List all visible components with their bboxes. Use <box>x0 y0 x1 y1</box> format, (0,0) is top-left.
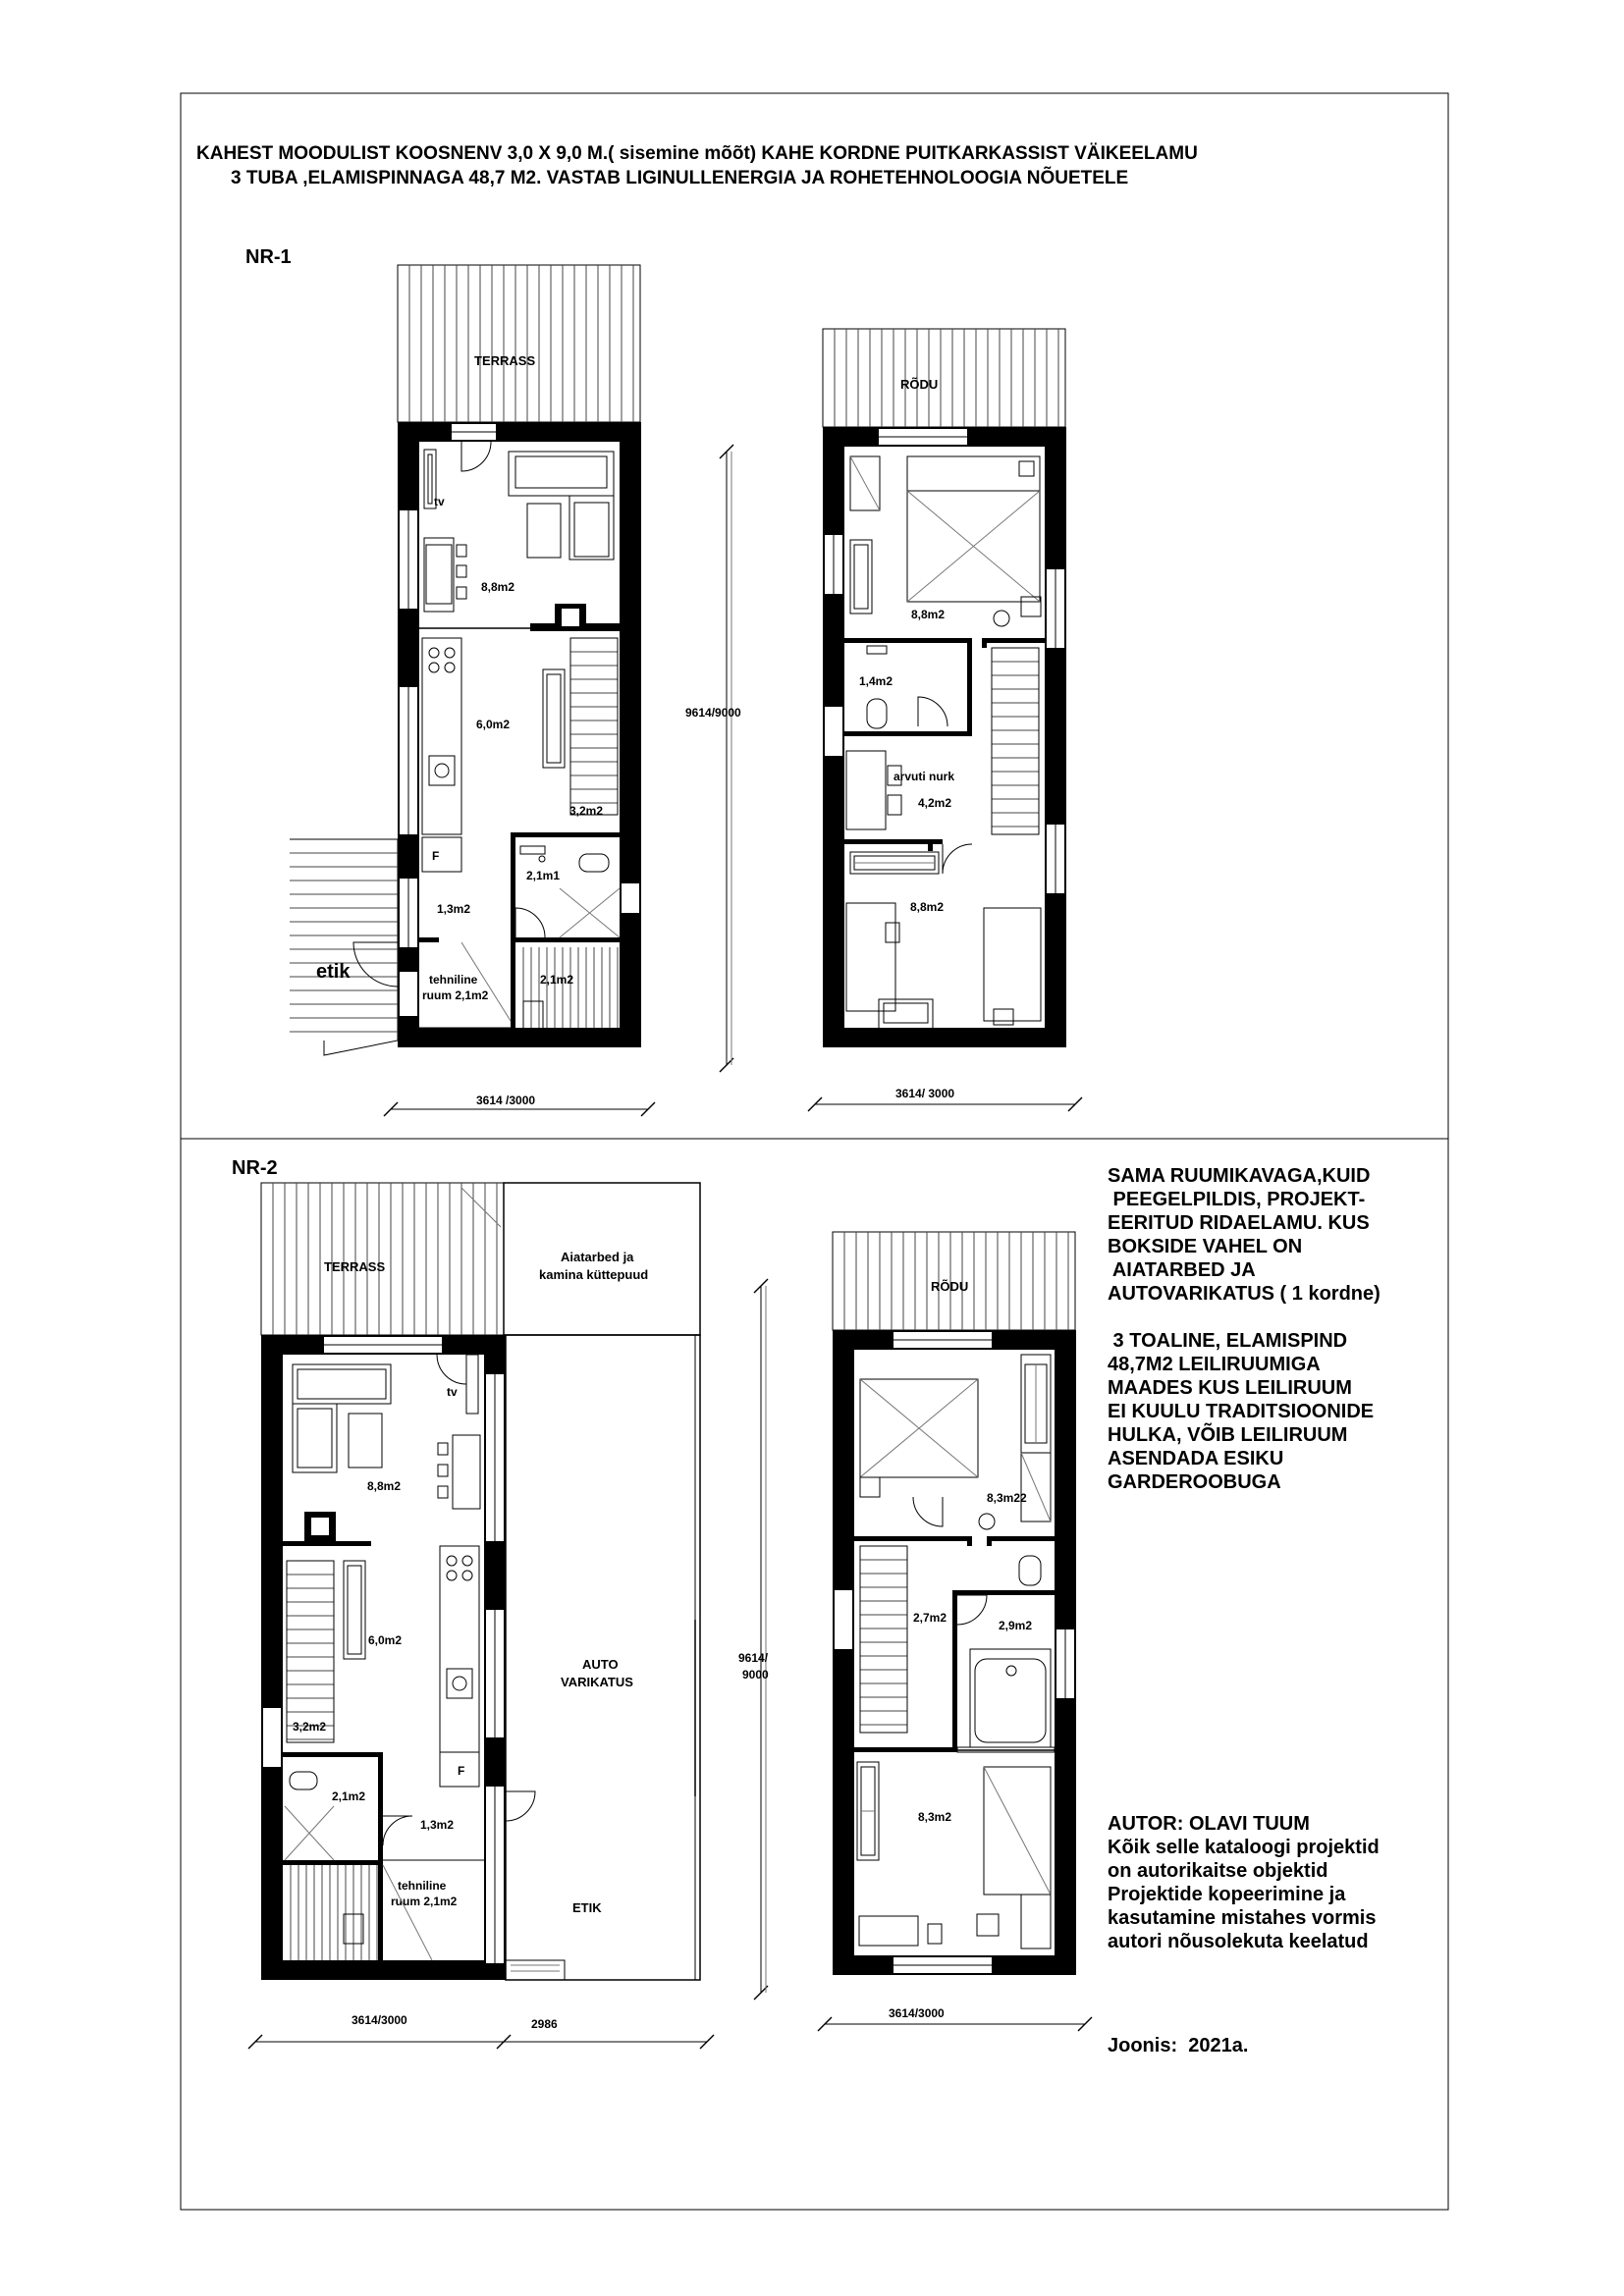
nr2-storage-line1: Aiatarbed ja <box>561 1250 634 1264</box>
nr2-carport-width-dim: 2986 <box>531 2017 558 2031</box>
nr1-ground-plan <box>290 265 641 1055</box>
nr2-fridge-label: F <box>458 1764 465 1778</box>
nr1-stairs-area: 3,2m2 <box>569 804 604 818</box>
nr2-width-dim: 3614/3000 <box>352 2013 407 2027</box>
nr2-technical-line2: ruum 2,1m2 <box>391 1895 458 1908</box>
nr2-upper-dimensions <box>818 2006 1092 2031</box>
nr1-entrance-label: etik <box>316 961 351 983</box>
nr2-wc-area: 2,1m2 <box>332 1789 366 1803</box>
nr2-storage-line2: kamina küttepuud <box>539 1267 649 1282</box>
nr2-length-dim-line2: 9000 <box>742 1668 769 1682</box>
nr1-upper-width-dim: 3614/ 3000 <box>895 1087 955 1100</box>
nr1-wc-area: 2,1m1 <box>526 869 561 882</box>
nr1-upper-wc-area: 1,4m2 <box>859 674 893 688</box>
nr2-kitchen-area: 6,0m2 <box>368 1633 403 1647</box>
nr1-upper-plan <box>823 329 1066 1047</box>
nr2-technical-line1: tehniline <box>398 1879 447 1893</box>
nr2-label: NR-2 <box>232 1157 278 1179</box>
nr1-sauna-area: 2,1m2 <box>540 973 574 987</box>
project-description-note: SAMA RUUMIKAVAGA,KUID PEEGELPILDIS, PROJEKT- EERITUD RIDAELAMU. KUS BOKSIDE VAHEL ON AIATARBED JA AUTOVARIKATUS ( 1 kordne) 3 TOALINE, ELAMISPIND 48,7M2 LEILIRUUMIGA MAADES KUS LEILIRUUM EI KUULU TRADITSIOONIDE HULKA, VÕIB LEILIRUUM ASENDADA ESIKU GARDEROOBUGA <box>1108 1165 1380 1493</box>
nr1-technical-line1: tehniline <box>429 973 478 987</box>
nr1-terrace <box>398 265 640 422</box>
nr2-bedroom2-area: 8,3m2 <box>918 1810 952 1824</box>
nr2-carport-line2: VARIKATUS <box>561 1675 633 1689</box>
nr2-balcony-label: RÕDU <box>931 1279 969 1294</box>
title-line-1: KAHEST MOODULIST KOOSNENV 3,0 X 9,0 M.( sisemine mõõt) KAHE KORDNE PUITKARKASSIST VÄIKEELAMU <box>196 143 1198 164</box>
nr2-hall-area: 1,3m2 <box>420 1818 455 1832</box>
nr1-balcony <box>823 329 1065 427</box>
nr1-terrace-label: TERRASS <box>474 353 536 368</box>
nr2-entrance-label: ETIK <box>572 1900 602 1915</box>
nr2-upper-width-dim: 3614/3000 <box>889 2006 945 2020</box>
nr1-bedroom2-area: 8,8m2 <box>910 900 945 914</box>
nr1-hall-area: 1,3m2 <box>437 902 471 916</box>
nr1-length-dim: 9614/9000 <box>685 706 741 720</box>
nr1-balcony-label: RÕDU <box>900 377 939 392</box>
nr2-carport-line1: AUTO <box>582 1657 619 1672</box>
nr1-fridge-label: F <box>432 849 440 863</box>
nr1-upper-dimensions <box>808 1087 1082 1111</box>
nr1-living-area: 8,8m2 <box>481 580 515 594</box>
nr2-terrace-label: TERRASS <box>324 1259 386 1274</box>
nr2-tv-label: tv <box>447 1385 458 1399</box>
nr1-ground-wall-top <box>398 422 641 442</box>
nr1-technical-line2: ruum 2,1m2 <box>422 988 489 1002</box>
nr1-ground-wall-right <box>620 422 641 1047</box>
nr2-stairs-area: 2,7m2 <box>913 1611 947 1625</box>
nr1-width-dim: 3614 /3000 <box>476 1094 536 1107</box>
nr1-computer-corner-label: arvuti nurk <box>893 770 955 783</box>
title-line-2: 3 TUBA ,ELAMISPINNAGA 48,7 M2. VASTAB LIGINULLENERGIA JA ROHETEHNOLOOGIA NÕUETELE <box>231 168 1129 188</box>
nr1-kitchen-area: 6,0m2 <box>476 718 511 731</box>
nr2-living-area: 8,8m2 <box>367 1479 402 1493</box>
nr2-bedroom1-area: 8,3m22 <box>987 1491 1027 1505</box>
nr1-ground-wall-bottom <box>398 1028 641 1047</box>
nr2-ground-plan <box>261 1183 700 1980</box>
nr2-length-dim-line1: 9614/ <box>738 1651 769 1665</box>
nr1-tv-label: tv <box>434 495 445 508</box>
nr1-label: NR-1 <box>245 246 292 268</box>
nr1-bedroom1-area: 8,8m2 <box>911 608 946 621</box>
nr2-upper-plan <box>833 1232 1076 1975</box>
nr2-stairs-area: 3,2m2 <box>293 1720 327 1734</box>
nr1-computer-corner-area: 4,2m2 <box>918 796 952 810</box>
nr2-bath-area: 2,9m2 <box>999 1619 1033 1632</box>
author-copyright-note: AUTOR: OLAVI TUUM Kõik selle kataloogi projektid on autorikaitse objektid Projektide kopeerimine ja kasutamine mistahes vormis autori nõusolekuta keelatud <box>1108 1813 1380 1952</box>
drawing-date: Joonis: 2021a. <box>1108 2035 1249 2056</box>
nr2-dimensions <box>248 1279 769 2049</box>
